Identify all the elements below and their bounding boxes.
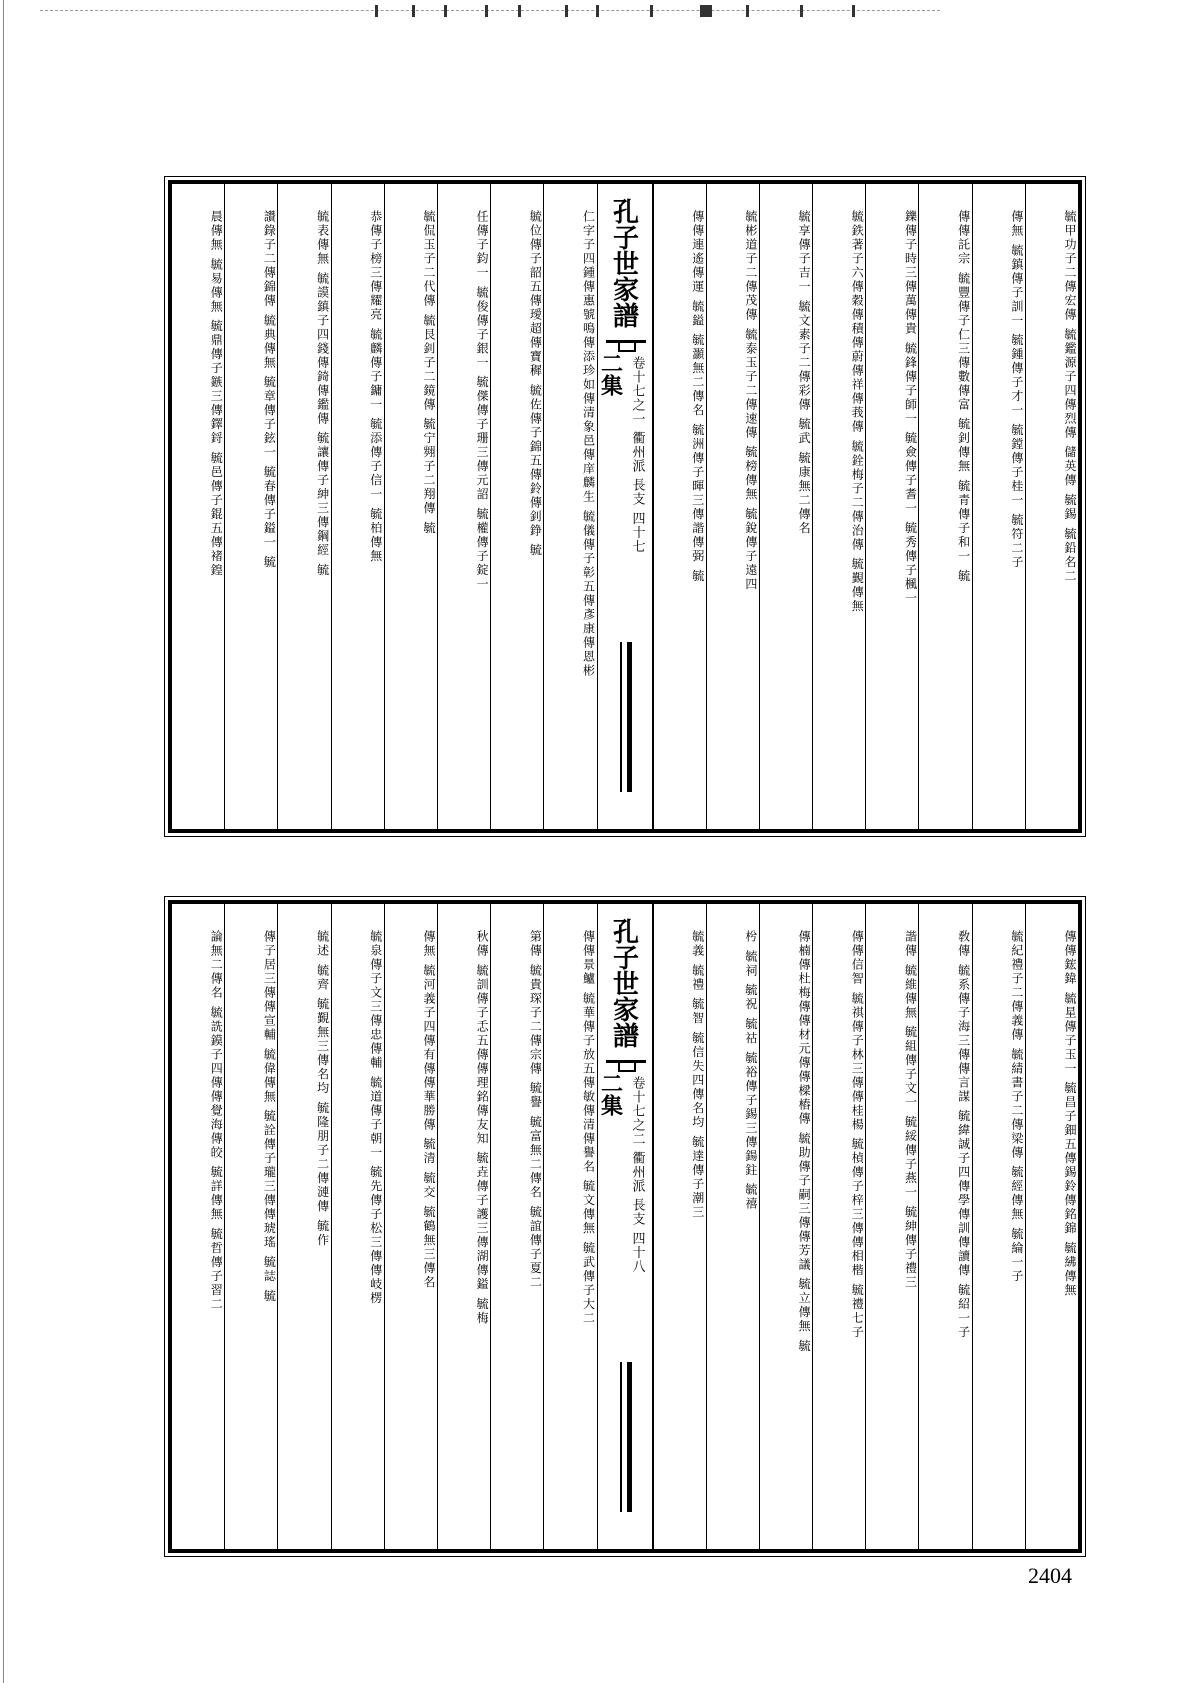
entry-column	[1025, 904, 1078, 1549]
entry-column	[972, 904, 1025, 1549]
book-title: 孔子世家譜	[608, 918, 639, 1048]
entry-column	[543, 184, 596, 829]
entry-text: 傳傳託宗 毓豐傳子仁三傳數傳富 毓釗傳無 毓青傳子和一 毓	[956, 210, 971, 584]
page-left-edge	[3, 0, 4, 1683]
entry-text: 任傳子鈞一 毓俊傳子銀一 毓傑傳子珊三傳元詔 毓權傳子錠一	[475, 210, 490, 592]
entry-text: 毓紀禮子二傳義傳 毓綪書子二傳梁傳 毓經傳無 毓綸一子	[1009, 930, 1024, 1284]
entry-column	[865, 904, 918, 1549]
entry-column	[437, 184, 490, 829]
entry-text: 諧傳 毓維傳無 毓組傳子文一 毓綏傳子燕一 毓紳傳子禮三	[903, 930, 918, 1290]
entry-text: 秋傳 毓訓傳子忎五傳傳理銘傳友知 毓垚傳子護三傳湖傳鎰 毓梅	[475, 930, 490, 1326]
entry-column	[812, 904, 865, 1549]
entry-text: 讚錄子二傳錦傳 毓典傳無 毓章傳子鉉一 毓春傳子鎰一 毓	[262, 210, 277, 570]
entry-text: 毓義 毓禮 毓智 毓信失四傳名均 毓達傳子潮三	[690, 930, 705, 1220]
entry-column	[331, 184, 384, 829]
book-title: 孔子世家譜	[608, 198, 639, 328]
entry-column	[224, 184, 277, 829]
entry-column	[224, 904, 277, 1549]
entry-text: 傳無 毓河義子四傳有傳傳華勝傳 毓清 毓交 毓鶴無三傳名	[421, 930, 436, 1290]
collection-label: 二集	[597, 1072, 624, 1116]
entry-text: 傳子居三傳傳宣輔 毓偉傳無 毓詮傳子瓏三傳傳琥瑤 毓誌 毓	[262, 930, 277, 1304]
entry-text: 傳無 毓鎮傳子訓一 毓鍾傳子才一 毓鏜傳子桂一 毓符二子	[1009, 210, 1024, 570]
entry-column	[653, 184, 706, 829]
entry-column	[1025, 184, 1078, 829]
entry-column	[759, 904, 812, 1549]
center-rule	[620, 642, 632, 792]
entry-column	[972, 184, 1025, 829]
entry-text: 毓表傳無 毓謨鎮子四錢傳錡傳鑑傳 毓讓傳子紳三傳鋼經 毓	[315, 210, 330, 578]
entry-text: 毓甲功子二傳宏傳 毓鑑源子四傳烈傳 儲英傳 毓錫 毓鉛名二	[1063, 210, 1077, 584]
entry-column	[706, 184, 759, 829]
entry-column	[759, 184, 812, 829]
center-rule	[620, 1362, 632, 1512]
entry-text: 鑠傳子時三傳萬傳貴 毓鋒傳子師一 毓僉傳子耆一 毓秀傳子楓一	[903, 210, 918, 606]
entry-column	[706, 904, 759, 1549]
top-scan-marks	[40, 10, 940, 19]
entry-text: 枍 毓祠 毓祝 毓祜 毓裕傳子錫三傳鍚鉒 毓禧	[743, 930, 758, 1212]
entry-text: 毓彬道子二傳茂傳 毓泰玉子二傳速傳 毓榜傳無 毓銳傳子遠四	[743, 210, 758, 592]
center-title-column	[597, 904, 653, 1549]
entry-column	[543, 904, 596, 1549]
entry-text: 仁字子四鍾傳惠號鳴傳添珍如傳清象邑傳庠麟生 毓儀傳子彰五傳彥康傳恩彬	[581, 210, 596, 678]
entry-text: 毓述 毓齊 毓覲無三傳名均 毓隆朋子二傳漣傳 毓作	[315, 930, 330, 1248]
entry-column	[812, 184, 865, 829]
entry-text: 傳傳信智 毓祺傳子林三傳傳桂楊 毓楨傳子梓三傳傳相楷 毓禮七子	[850, 930, 865, 1340]
entry-text: 毓侃玉子二代傳 毓艮釗子二鏡傳 毓宁翙子二翔傳 毓	[421, 210, 436, 536]
entry-column	[384, 184, 437, 829]
entry-column	[277, 904, 330, 1549]
entry-column	[172, 904, 224, 1549]
entry-column	[653, 904, 706, 1549]
entry-text: 論無二傳名 毓詵鏌子四傳傳覺海傳皎 毓詳傳無 毓哲傳子習二	[209, 930, 224, 1312]
volume-label: 卷十七之一 衢州派 長支 四十七	[629, 356, 645, 554]
entry-column	[490, 904, 543, 1549]
volume-label: 卷十七之二 衢州派 長支 四十八	[629, 1076, 645, 1274]
entry-text: 傳傳鋐鍏 毓星傳子玉一 毓昌子鈿五傳錫鈴傳銘錦 毓紼傳無	[1063, 930, 1077, 1298]
entry-column	[172, 184, 224, 829]
entry-column	[918, 904, 971, 1549]
entry-text: 第傳 毓貴琛子二傳宗傳 毓譽 毓富無二傳名 毓誼傳子夏二	[528, 930, 543, 1290]
entry-column	[437, 904, 490, 1549]
entry-text: 傳楠傳杜梅傳傳材元傳傳樑樁傳 毓助傳子嗣三傳傳芳議 毓立傳無 毓	[797, 930, 812, 1354]
entry-text: 毓位傳子韶五傳璦超傳寶穉 毓佐傳子錦五傳鈴傳釗錚 毓	[528, 210, 543, 558]
entry-column	[277, 184, 330, 829]
entry-text: 傳傳景鱸 毓華傳子放五傳敏傳清傳譽名 毓文傳無 毓武傳子大二	[581, 930, 596, 1326]
entry-text: 毓鉄著子六傳穀傳積傳蔚傳祥傳莪傳 毓銓梅子二傳治傳 毓覲傳無	[850, 210, 865, 614]
entry-text: 毓享傳子吉一 毓文素子二傳彩傳 毓武 毓康無二傳名	[797, 210, 812, 536]
top-genealogy-panel	[168, 180, 1082, 833]
entry-text: 毓泉傳子文三傳忠傳輔 毓道傳子朝一 毓先傳子松三傳傳岐楞	[368, 930, 383, 1306]
entry-text: 傳傳連遙傳運 毓鎰 毓灝無二傳名 毓洲傳子暉三傳諧傳弼 毓	[690, 210, 705, 584]
page-number: 2404	[1028, 1563, 1072, 1588]
entry-text: 恭傳子榜三傳耀亮 毓麟傳子鏞一 毓添傳子信一 毓柏傳無	[368, 210, 383, 564]
entry-column	[331, 904, 384, 1549]
entry-column	[918, 184, 971, 829]
entry-text: 晨傳無 毓易傳無 毓鼎傳子鏃三傳鐸鋝 毓邑傳子錕五傳褚鍠	[209, 210, 224, 578]
entry-text: 敎傳 毓系傳子海三傳傳言謀 毓緯誠子四傳學傳訓傳讀傳 毓紹一子	[956, 930, 971, 1340]
entry-column	[490, 184, 543, 829]
center-title-column	[597, 184, 653, 829]
entry-column	[384, 904, 437, 1549]
collection-label: 二集	[597, 352, 624, 396]
bottom-genealogy-panel	[168, 900, 1082, 1553]
entry-column	[865, 184, 918, 829]
